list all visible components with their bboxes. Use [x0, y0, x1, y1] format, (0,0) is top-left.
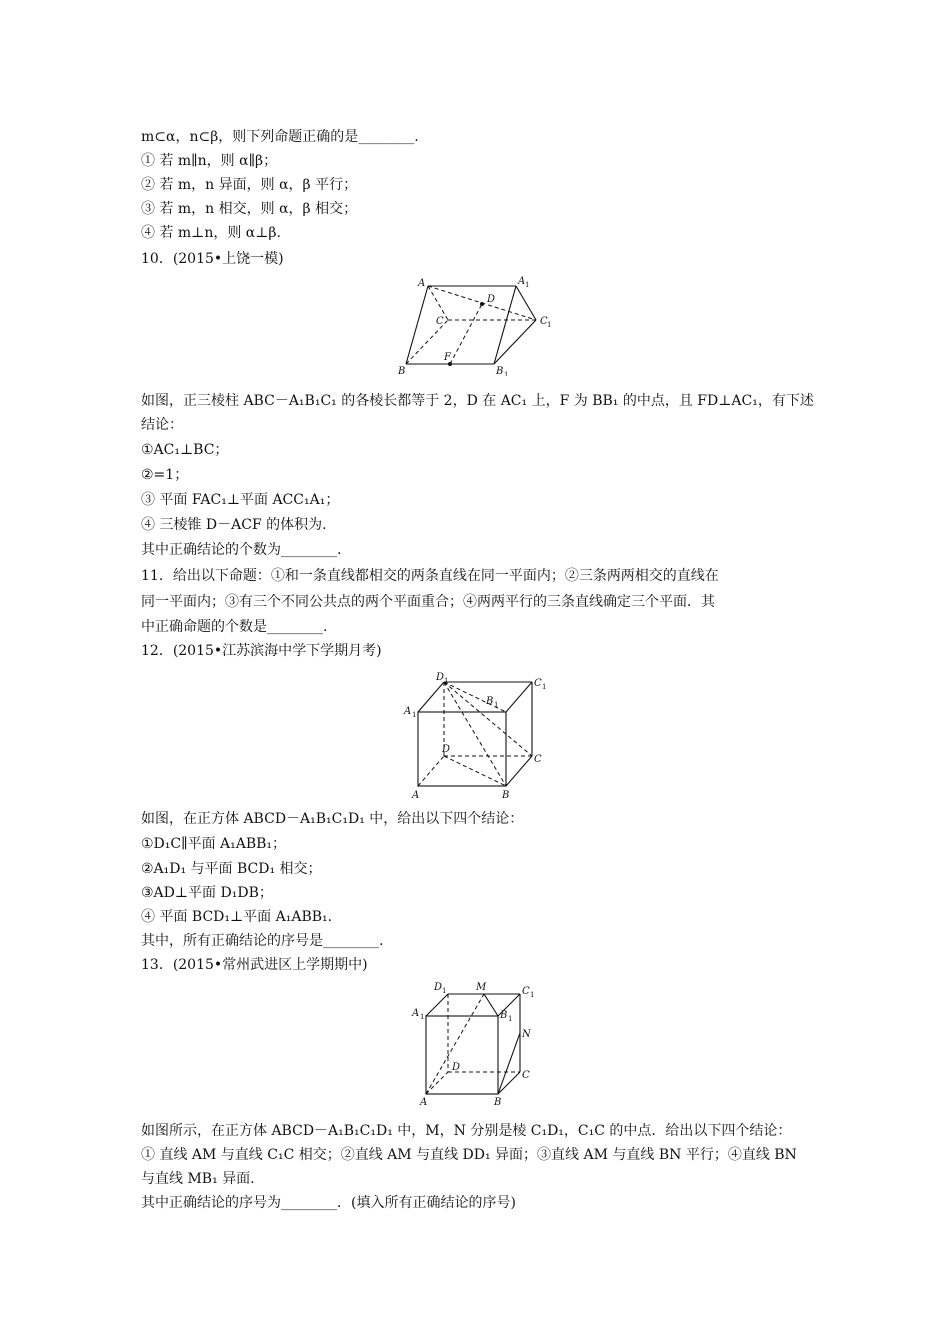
label-M: M — [476, 982, 487, 993]
label-A: A — [418, 278, 426, 289]
q10-option-3: ③ 平面 FAC₁⊥平面 ACC₁A₁； — [141, 492, 340, 508]
label-B: B — [494, 1097, 502, 1108]
q9-option-1: ① 若 m∥n，则 α∥β； — [141, 153, 278, 169]
label-D1-sub: 1 — [442, 987, 447, 995]
label-C1: C — [522, 986, 530, 997]
label-C1: C — [534, 678, 542, 689]
q12-stem: 如图，在正方体 ABCD－A₁B₁C₁D₁ 中，给出以下四个结论： — [141, 811, 524, 827]
segment-BN — [498, 1033, 520, 1094]
label-A: A — [412, 790, 420, 798]
label-C1: C — [540, 316, 548, 327]
label-B1-sub: 1 — [494, 701, 499, 709]
segment-D1B — [444, 682, 506, 786]
label-B1: B — [486, 696, 494, 707]
label-B1: B — [496, 366, 504, 376]
q12-option-1: ①D₁C∥平面 A₁ABB₁； — [141, 836, 287, 852]
label-B1-sub: 1 — [504, 371, 509, 376]
q12-option-3: ③AD⊥平面 D₁DB； — [141, 885, 273, 901]
q13-stem: 如图所示，在正方体 ABCD－A₁B₁C₁D₁ 中，M，N 分别是棱 C₁D₁，C₁C 的中点．给出以下四个结论： — [141, 1123, 792, 1139]
label-D: D — [452, 1062, 461, 1073]
edge-A1D1 — [418, 682, 444, 712]
q13-conclusions: ① 直线 AM 与直线 C₁C 相交；②直线 AM 与直线 DD₁ 异面；③直线 AM 与直线 BN 平行；④直线 BN — [141, 1147, 797, 1163]
segment-FD — [450, 304, 482, 364]
label-A1-sub: 1 — [525, 281, 530, 289]
label-C1-sub: 1 — [547, 321, 552, 329]
label-A1-sub: 1 — [412, 711, 417, 719]
label-A1: A — [412, 1008, 420, 1019]
label-B1-sub: 1 — [508, 1015, 513, 1023]
label-A: A — [420, 1097, 428, 1108]
label-C: C — [522, 1070, 530, 1081]
label-B: B — [502, 790, 510, 798]
label-A1-sub: 1 — [420, 1013, 425, 1021]
edge-BC — [506, 756, 532, 786]
segment-MB1 — [484, 994, 498, 1016]
cube-front-face — [426, 1016, 498, 1094]
label-C: C — [534, 754, 542, 765]
q9-option-3: ③ 若 m，n 相交，则 α，β 相交； — [141, 201, 358, 217]
label-C1-sub: 1 — [542, 683, 547, 691]
label-C: C — [436, 316, 444, 327]
q10-option-1: ①AC₁⊥BC； — [141, 442, 229, 458]
q13-cube-figure — [398, 980, 548, 1108]
label-F: F — [444, 352, 451, 363]
label-A1: A — [404, 706, 412, 717]
q12-option-2: ②A₁D₁ 与平面 BCD₁ 相交； — [141, 861, 322, 877]
q10-stem-cont: 结论： — [141, 417, 183, 433]
q10-prism-figure — [398, 274, 562, 376]
edge-B1C1 — [506, 682, 532, 712]
edge-BC — [498, 1072, 520, 1094]
q10-option-4: ④ 三棱锥 D－ACF 的体积为. — [141, 517, 327, 533]
edge-A1D1 — [426, 994, 448, 1016]
q9-option-4: ④ 若 m⊥n，则 α⊥β. — [141, 225, 281, 241]
label-B: B — [398, 366, 406, 376]
edge-A1C1 — [516, 286, 536, 320]
q11-line-1: 11．给出以下命题：①和一条直线都相交的两条直线在同一平面内；②三条两两相交的直线在 — [141, 568, 719, 584]
label-A1: A — [518, 276, 526, 287]
q9-stem: m⊂α，n⊂β，则下列命题正确的是________. — [141, 129, 419, 145]
label-N: N — [522, 1029, 531, 1040]
q9-option-2: ② 若 m，n 异面，则 α，β 平行； — [141, 177, 358, 193]
label-D: D — [442, 744, 451, 755]
edge-AD — [418, 756, 444, 786]
q12-header: 12．(2015•江苏滨海中学下学期月考) — [141, 643, 382, 659]
q10-option-2: ②=1； — [141, 467, 189, 483]
q10-header: 10．(2015•上饶一模) — [141, 251, 284, 267]
q11-line-2: 同一平面内；③有三个不同公共点的两个平面重合；④两两平行的三条直线确定三个平面．其 — [141, 594, 715, 610]
q13-header: 13．(2015•常州武进区上学期期中) — [141, 957, 368, 973]
label-D: D — [487, 294, 496, 305]
q13-conclusions-cont: 与直线 MB₁ 异面. — [141, 1171, 255, 1187]
label-D1-sub: 1 — [444, 677, 449, 685]
point-D — [480, 302, 484, 306]
label-B1: B — [500, 1010, 508, 1021]
q12-prompt: 其中，所有正确结论的序号是________. — [141, 933, 384, 949]
q12-option-4: ④ 平面 BCD₁⊥平面 A₁ABB₁. — [141, 909, 333, 925]
q13-prompt: 其中正确结论的序号为________．(填入所有正确结论的序号) — [141, 1195, 516, 1211]
segment-AM — [426, 994, 484, 1094]
label-D1: D — [436, 672, 445, 683]
q12-cube-figure — [400, 670, 550, 798]
q11-line-3: 中正确命题的个数是________. — [141, 619, 328, 635]
q10-prompt: 其中正确结论的个数为________. — [141, 542, 342, 558]
segment-D1C — [444, 682, 532, 756]
label-C1-sub: 1 — [530, 991, 535, 999]
label-D1: D — [434, 982, 443, 993]
q10-stem: 如图，正三棱柱 ABC－A₁B₁C₁ 的各棱长都等于 2，D 在 AC₁ 上，F 为 BB₁ 的中点，且 FD⊥AC₁，有下述 — [141, 393, 814, 409]
segment-DB — [444, 756, 506, 786]
